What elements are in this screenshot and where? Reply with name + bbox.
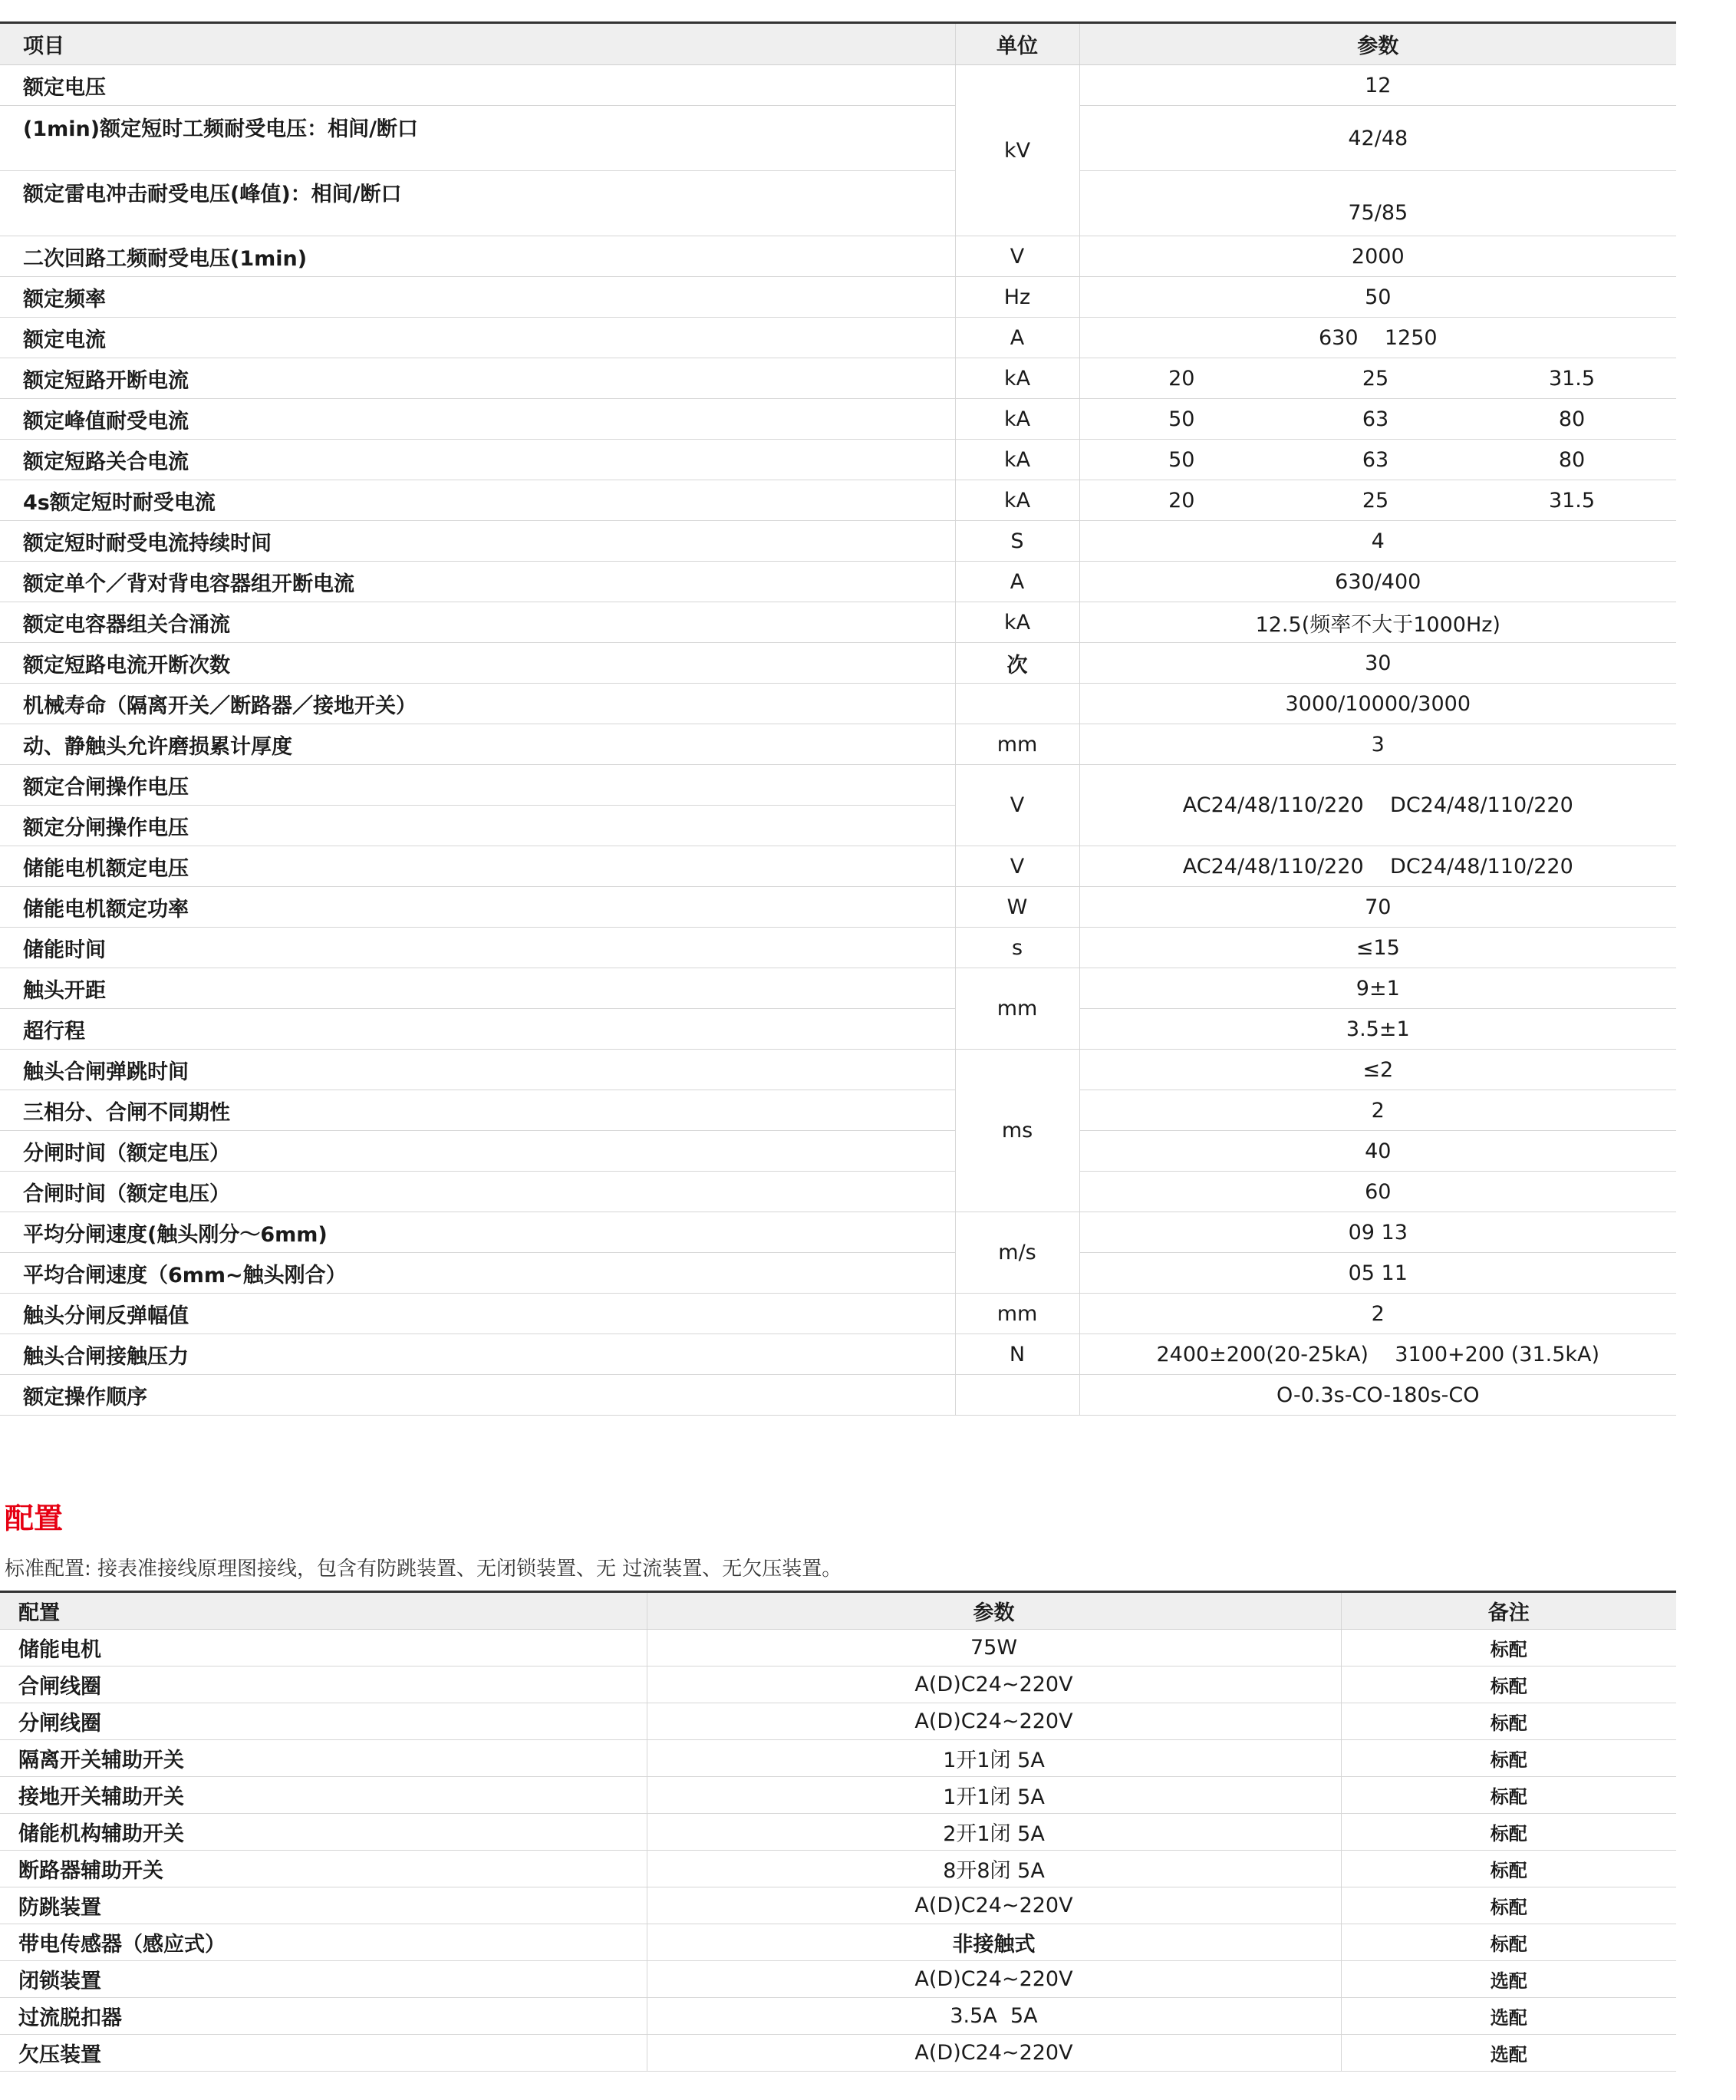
table-row <box>0 968 1676 1009</box>
row-value: 3000/10000/3000 <box>1079 684 1676 724</box>
table-row <box>0 318 1676 358</box>
config-table <box>0 1591 1676 2072</box>
row-unit: kA <box>955 480 1079 521</box>
row-item: 平均合闸速度（6mm~触头刚合） <box>0 1253 955 1294</box>
row-value-2: 63 <box>1283 399 1468 440</box>
header-item: 项目 <box>0 23 955 65</box>
row-unit: m/s <box>955 1212 1079 1294</box>
row-unit <box>955 1375 1079 1416</box>
row-unit: mm <box>955 968 1079 1050</box>
header-params: 参数 <box>647 1592 1341 1630</box>
table-row <box>0 277 1676 318</box>
table-row <box>0 440 1676 480</box>
row-item: 机械寿命（隔离开关／断路器／接地开关） <box>0 684 955 724</box>
spec-header-row <box>0 23 1676 65</box>
row-item: 触头分闸反弹幅值 <box>0 1294 955 1334</box>
table-row <box>0 480 1676 521</box>
row-value: 9±1 <box>1079 968 1676 1009</box>
table-row <box>0 1666 1676 1703</box>
row-value: 3 <box>1079 724 1676 765</box>
row-unit: Hz <box>955 277 1079 318</box>
header-unit: 单位 <box>955 23 1079 65</box>
config-note: 标准配置: 接表准接线原理图接线，包含有防跳装置、无闭锁装置、无 过流装置、无欠压装置。 <box>5 1558 842 1581</box>
config-item: 储能电机 <box>0 1630 647 1666</box>
table-row <box>0 236 1676 277</box>
row-value: 42/48 <box>1079 106 1676 171</box>
config-param: A(D)C24~220V <box>647 1961 1341 1998</box>
row-unit: V <box>955 846 1079 887</box>
config-remark: 标配 <box>1341 1814 1676 1851</box>
row-value-1: 50 <box>1079 440 1283 480</box>
row-unit: kA <box>955 440 1079 480</box>
table-row <box>0 1924 1676 1961</box>
table-row <box>0 1777 1676 1814</box>
row-item: 储能电机额定功率 <box>0 887 955 928</box>
row-item: 额定单个／背对背电容器组开断电流 <box>0 562 955 602</box>
row-value-1: 50 <box>1079 399 1283 440</box>
table-row <box>0 1090 1676 1131</box>
table-row <box>0 1887 1676 1924</box>
row-value: 4 <box>1079 521 1676 562</box>
config-param: 2开1闭 5A <box>647 1814 1341 1851</box>
row-unit: A <box>955 562 1079 602</box>
config-item: 断路器辅助开关 <box>0 1851 647 1887</box>
config-remark: 标配 <box>1341 1630 1676 1666</box>
row-item: (1min)额定短时工频耐受电压：相间/断口 <box>0 106 955 171</box>
table-row <box>0 846 1676 887</box>
config-remark: 选配 <box>1341 1961 1676 1998</box>
row-item: 额定峰值耐受电流 <box>0 399 955 440</box>
row-value: 30 <box>1079 643 1676 684</box>
table-row <box>0 765 1676 806</box>
table-row <box>0 106 1676 171</box>
row-value: 2 <box>1079 1090 1676 1131</box>
table-row <box>0 1851 1676 1887</box>
row-value: 630/400 <box>1079 562 1676 602</box>
config-title: 配置 <box>5 1502 64 1535</box>
row-value-3: 80 <box>1468 399 1676 440</box>
table-row <box>0 1814 1676 1851</box>
row-value: 70 <box>1079 887 1676 928</box>
config-item: 隔离开关辅助开关 <box>0 1740 647 1777</box>
table-row <box>0 1212 1676 1253</box>
config-param: 1开1闭 5A <box>647 1740 1341 1777</box>
table-row <box>0 562 1676 602</box>
table-row <box>0 358 1676 399</box>
spec-table <box>0 21 1676 1416</box>
row-unit: kA <box>955 358 1079 399</box>
header-remark: 备注 <box>1341 1592 1676 1630</box>
row-unit: A <box>955 318 1079 358</box>
row-unit: mm <box>955 1294 1079 1334</box>
row-value: ≤15 <box>1079 928 1676 968</box>
table-row <box>0 1009 1676 1050</box>
row-item: 额定短路开断电流 <box>0 358 955 399</box>
row-item: 触头开距 <box>0 968 955 1009</box>
table-row <box>0 1131 1676 1172</box>
table-row <box>0 1334 1676 1375</box>
row-unit: s <box>955 928 1079 968</box>
row-value-3: 31.5 <box>1468 480 1676 521</box>
row-value-1: 20 <box>1079 358 1283 399</box>
table-row <box>0 1961 1676 1998</box>
row-value: 12 <box>1079 65 1676 106</box>
row-unit: V <box>955 236 1079 277</box>
config-param: A(D)C24~220V <box>647 1887 1341 1924</box>
table-row <box>0 171 1676 236</box>
row-item: 触头合闸弹跳时间 <box>0 1050 955 1090</box>
row-item: 额定合闸操作电压 <box>0 765 955 806</box>
table-row <box>0 65 1676 106</box>
row-value: 2 <box>1079 1294 1676 1334</box>
table-row <box>0 1050 1676 1090</box>
config-param: 8开8闭 5A <box>647 1851 1341 1887</box>
row-item: 额定短路关合电流 <box>0 440 955 480</box>
row-item: 分闸时间（额定电压） <box>0 1131 955 1172</box>
row-value: 75/85 <box>1079 171 1676 236</box>
row-value-2: 63 <box>1283 440 1468 480</box>
table-row <box>0 1740 1676 1777</box>
row-item: 触头合闸接触压力 <box>0 1334 955 1375</box>
config-item: 过流脱扣器 <box>0 1998 647 2035</box>
config-remark: 标配 <box>1341 1740 1676 1777</box>
row-item: 平均分闸速度(触头刚分～6mm) <box>0 1212 955 1253</box>
row-item: 额定雷电冲击耐受电压(峰值)：相间/断口 <box>0 171 955 236</box>
row-value: 630 1250 <box>1079 318 1676 358</box>
row-value-2: 25 <box>1283 358 1468 399</box>
table-row <box>0 1253 1676 1294</box>
table-row <box>0 1998 1676 2035</box>
config-remark: 标配 <box>1341 1777 1676 1814</box>
row-value: 12.5(频率不大于1000Hz) <box>1079 602 1676 643</box>
row-value: AC24/48/110/220 DC24/48/110/220 <box>1079 765 1676 846</box>
row-value: 3.5±1 <box>1079 1009 1676 1050</box>
config-remark: 标配 <box>1341 1703 1676 1740</box>
header-config: 配置 <box>0 1592 647 1630</box>
row-value: 05 11 <box>1079 1253 1676 1294</box>
config-remark: 选配 <box>1341 2035 1676 2072</box>
config-item: 合闸线圈 <box>0 1666 647 1703</box>
row-unit: N <box>955 1334 1079 1375</box>
config-item: 闭锁装置 <box>0 1961 647 1998</box>
row-value: O-0.3s-CO-180s-CO <box>1079 1375 1676 1416</box>
row-item: 二次回路工频耐受电压(1min) <box>0 236 955 277</box>
config-item: 储能机构辅助开关 <box>0 1814 647 1851</box>
table-row <box>0 1294 1676 1334</box>
row-unit: kV <box>955 65 1079 236</box>
config-item: 接地开关辅助开关 <box>0 1777 647 1814</box>
table-row <box>0 643 1676 684</box>
row-value: 50 <box>1079 277 1676 318</box>
config-remark: 标配 <box>1341 1851 1676 1887</box>
config-param: 非接触式 <box>647 1924 1341 1961</box>
row-item: 额定频率 <box>0 277 955 318</box>
config-item: 欠压装置 <box>0 2035 647 2072</box>
table-row <box>0 724 1676 765</box>
table-row <box>0 2035 1676 2072</box>
row-item: 额定电容器组关合涌流 <box>0 602 955 643</box>
table-row <box>0 928 1676 968</box>
row-value: 09 13 <box>1079 1212 1676 1253</box>
config-param: A(D)C24~220V <box>647 2035 1341 2072</box>
config-item: 分闸线圈 <box>0 1703 647 1740</box>
config-remark: 标配 <box>1341 1666 1676 1703</box>
row-unit: S <box>955 521 1079 562</box>
row-unit: 次 <box>955 643 1079 684</box>
row-value-3: 80 <box>1468 440 1676 480</box>
row-unit: V <box>955 765 1079 846</box>
row-item: 超行程 <box>0 1009 955 1050</box>
row-item: 额定电流 <box>0 318 955 358</box>
table-row <box>0 602 1676 643</box>
row-value: 40 <box>1079 1131 1676 1172</box>
row-item: 动、静触头允许磨损累计厚度 <box>0 724 955 765</box>
table-row <box>0 1172 1676 1212</box>
row-item: 4s额定短时耐受电流 <box>0 480 955 521</box>
table-row <box>0 1630 1676 1666</box>
config-remark: 选配 <box>1341 1998 1676 2035</box>
row-value-2: 25 <box>1283 480 1468 521</box>
row-value-3: 31.5 <box>1468 358 1676 399</box>
config-remark: 标配 <box>1341 1887 1676 1924</box>
config-param: 1开1闭 5A <box>647 1777 1341 1814</box>
row-item: 合闸时间（额定电压） <box>0 1172 955 1212</box>
config-header-row <box>0 1592 1676 1630</box>
row-value-1: 20 <box>1079 480 1283 521</box>
row-unit: ms <box>955 1050 1079 1212</box>
table-row <box>0 887 1676 928</box>
config-param: A(D)C24~220V <box>647 1666 1341 1703</box>
header-params: 参数 <box>1079 23 1676 65</box>
row-item: 额定分闸操作电压 <box>0 806 955 846</box>
config-param: 75W <box>647 1630 1341 1666</box>
row-item: 额定短路电流开断次数 <box>0 643 955 684</box>
row-unit: W <box>955 887 1079 928</box>
table-row <box>0 1703 1676 1740</box>
row-unit: mm <box>955 724 1079 765</box>
row-item: 额定电压 <box>0 65 955 106</box>
config-param: A(D)C24~220V <box>647 1703 1341 1740</box>
table-row <box>0 1375 1676 1416</box>
row-unit: kA <box>955 399 1079 440</box>
row-value: 2000 <box>1079 236 1676 277</box>
row-item: 储能电机额定电压 <box>0 846 955 887</box>
table-row <box>0 684 1676 724</box>
row-item: 额定短时耐受电流持续时间 <box>0 521 955 562</box>
row-item: 额定操作顺序 <box>0 1375 955 1416</box>
row-unit <box>955 684 1079 724</box>
table-row <box>0 399 1676 440</box>
row-value: 2400±200(20-25kA) 3100+200 (31.5kA) <box>1079 1334 1676 1375</box>
row-item: 储能时间 <box>0 928 955 968</box>
config-item: 防跳装置 <box>0 1887 647 1924</box>
row-item: 三相分、合闸不同期性 <box>0 1090 955 1131</box>
row-value: 60 <box>1079 1172 1676 1212</box>
config-param: 3.5A 5A <box>647 1998 1341 2035</box>
table-row <box>0 521 1676 562</box>
row-value: ≤2 <box>1079 1050 1676 1090</box>
row-unit: kA <box>955 602 1079 643</box>
config-item: 带电传感器（感应式） <box>0 1924 647 1961</box>
row-value: AC24/48/110/220 DC24/48/110/220 <box>1079 846 1676 887</box>
config-remark: 标配 <box>1341 1924 1676 1961</box>
